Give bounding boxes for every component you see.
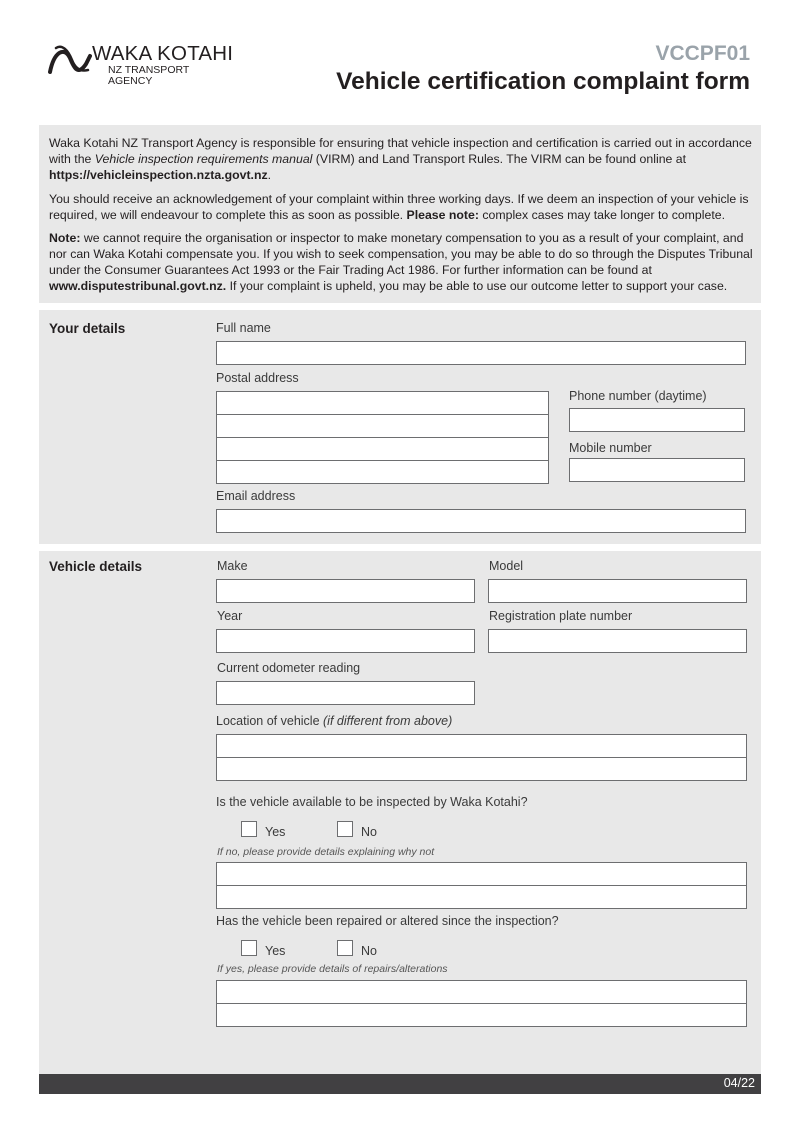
footer-bar: [39, 1074, 761, 1094]
mobile-input[interactable]: [569, 458, 745, 482]
intro-paragraph-3: Note: we cannot require the organisation or inspector to make monetary compensation to you as a result of your complaint, and nor can Waka Kotahi compensate you. If you wish to seek compensation, you may be able to do so through the Disputes Tribunal under the Consumer Guarantees Act 1993 or the Fair Trading Act 1986. For further information can be found at www.disputestribunal.govt.nz. If your complaint is upheld, you may be able to use our outcome letter to support your case.: [49, 231, 753, 293]
availability-details-input-group: [216, 862, 747, 909]
availability-details-line-1[interactable]: [216, 862, 747, 886]
repaired-details-input-group: [216, 980, 747, 1027]
disputes-tribunal-link[interactable]: www.disputestribunal.govt.nz.: [49, 279, 227, 293]
phone-label: Phone number (daytime): [569, 389, 707, 403]
registration-input[interactable]: [488, 629, 747, 653]
availability-hint: If no, please provide details explaining why not: [217, 846, 435, 858]
waka-kotahi-logo: [48, 42, 248, 92]
full-name-label: Full name: [216, 321, 271, 335]
page-title: Vehicle certification complaint form: [336, 68, 750, 95]
repaired-no-checkbox[interactable]: [337, 940, 353, 956]
availability-details-line-2[interactable]: [216, 885, 747, 909]
logo-subtitle-line2: AGENCY: [108, 75, 153, 87]
repaired-hint: If yes, please provide details of repairs/alterations: [217, 963, 448, 975]
virm-title: Vehicle inspection requirements manual: [94, 152, 313, 166]
availability-question: Is the vehicle available to be inspected by Waka Kotahi?: [216, 795, 528, 809]
intro-paragraph-1: Waka Kotahi NZ Transport Agency is responsible for ensuring that vehicle inspection and certification is carried out in accordance with the Vehicle inspection requirements manual (VIRM) and Land Transport Rules. The VIRM can be found online at https://vehicleinspection.nzta.govt.nz.: [49, 136, 752, 182]
logo-wordmark: WAKA KOTAHI: [92, 42, 234, 65]
availability-no-label: No: [361, 825, 377, 839]
year-label: Year: [217, 609, 243, 623]
full-name-input[interactable]: [216, 341, 746, 365]
phone-input[interactable]: [569, 408, 745, 432]
repaired-no-label: No: [361, 944, 377, 958]
intro-panel: [39, 125, 761, 303]
availability-yes-checkbox[interactable]: [241, 821, 257, 837]
your-details-section: [39, 310, 761, 544]
mobile-label: Mobile number: [569, 441, 652, 455]
repaired-question: Has the vehicle been repaired or altered since the inspection?: [216, 914, 559, 928]
form-version: 04/22: [723, 1076, 755, 1090]
make-input[interactable]: [216, 579, 475, 603]
postal-address-line-4[interactable]: [216, 460, 549, 484]
availability-yes-label: Yes: [265, 825, 286, 839]
odometer-input[interactable]: [216, 681, 475, 705]
postal-address-line-1[interactable]: [216, 391, 549, 415]
section-title-your-details: Your details: [49, 321, 126, 336]
make-label: Make: [217, 559, 248, 573]
postal-address-input-group: [216, 391, 549, 484]
model-label: Model: [489, 559, 524, 573]
location-label: Location of vehicle (if different from above): [216, 714, 453, 728]
postal-address-line-3[interactable]: [216, 437, 549, 461]
repaired-details-line-1[interactable]: [216, 980, 747, 1004]
waka-kotahi-wave-icon: [48, 42, 92, 78]
model-input[interactable]: [488, 579, 747, 603]
section-title-vehicle-details: Vehicle details: [49, 559, 143, 574]
logo-subtitle-line1: NZ TRANSPORT: [108, 64, 190, 76]
registration-label: Registration plate number: [489, 609, 633, 623]
location-line-2[interactable]: [216, 757, 747, 781]
location-input-group: [216, 734, 747, 781]
form-code: VCCPF01: [655, 42, 750, 65]
repaired-yes-checkbox[interactable]: [241, 940, 257, 956]
repaired-yes-label: Yes: [265, 944, 286, 958]
email-label: Email address: [216, 489, 296, 503]
vehicle-details-section: [39, 551, 761, 1074]
repaired-details-line-2[interactable]: [216, 1003, 747, 1027]
email-input[interactable]: [216, 509, 746, 533]
location-line-1[interactable]: [216, 734, 747, 758]
year-input[interactable]: [216, 629, 475, 653]
postal-address-line-2[interactable]: [216, 414, 549, 438]
odometer-label: Current odometer reading: [217, 661, 361, 675]
logo-subtitle: [108, 65, 189, 87]
intro-paragraph-2: You should receive an acknowledgement of your complaint within three working days. If we deem an inspection of your vehicle is required, we will endeavour to complete this as soon as possible. Please note: complex cases may take longer to complete.: [49, 192, 749, 222]
virm-link[interactable]: https://vehicleinspection.nzta.govt.nz: [49, 168, 268, 182]
postal-address-label: Postal address: [216, 371, 299, 385]
location-label-hint: (if different from above): [323, 714, 453, 728]
availability-no-checkbox[interactable]: [337, 821, 353, 837]
